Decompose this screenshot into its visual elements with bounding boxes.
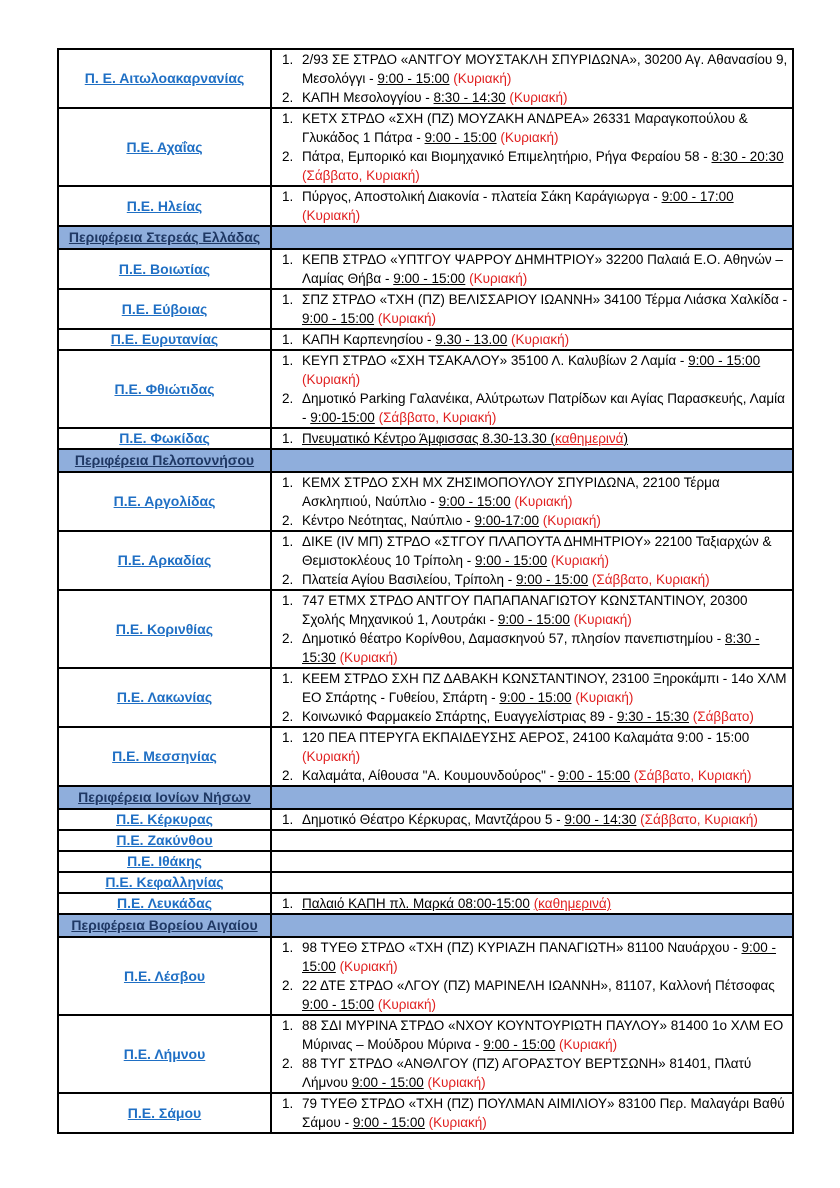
region-name-cell xyxy=(58,1015,271,1093)
location-item-text xyxy=(302,728,792,766)
text-segment-plain: 120 ΠΕΑ ΠΤΕΡΥΓΑ ΕΚΠΑΙΔΕΥΣΗΣ ΑΕΡΟΣ, 24100 Καλαμάτα 9:00 - 15:00 xyxy=(302,730,750,745)
section-header-spacer xyxy=(271,914,793,937)
location-item xyxy=(272,810,792,829)
text-segment-time: 9:00 - 15:00 xyxy=(438,494,511,509)
text-segment-day: (Κυριακή) xyxy=(302,372,361,387)
location-item-text xyxy=(302,1016,792,1054)
region-name-cell xyxy=(58,49,271,108)
locations-cell xyxy=(271,49,793,108)
location-item xyxy=(272,250,792,288)
text-segment-day: (Κυριακή) xyxy=(453,71,512,86)
region-row xyxy=(58,186,793,226)
text-segment-plain: ΚΕΠΒ ΣΤΡΔΟ «ΥΠΤΓΟΥ ΨΑΡΡΟΥ ΔΗΜΗΤΡΙΟΥ» 32200 Παλαιά Ε.Ο. Αθηνών – Λαμίας Θήβα - xyxy=(302,252,783,286)
region-name: Π.Ε. Λέσβου xyxy=(123,967,206,984)
location-item-text xyxy=(302,511,792,530)
location-item-number: 1. xyxy=(282,189,294,204)
section-header-label: Περιφέρεια Βορείου Αιγαίου xyxy=(58,914,271,937)
text-segment-plain: 79 ΤΥΕΘ ΣΤΡΔΟ «ΤΧΗ (ΠΖ) ΠΟΥΛΜΑΝ ΑΙΜΙΛΙΟΥ» 83100 Περ. Μαλαγάρι Βαθύ Σάμου - xyxy=(302,1096,785,1130)
text-segment-day: (Σάββατο, Κυριακή) xyxy=(633,768,752,783)
region-name-cell xyxy=(58,108,271,186)
locations-cell xyxy=(271,830,793,851)
region-row xyxy=(58,830,793,851)
location-item-text xyxy=(302,938,792,976)
location-item xyxy=(272,1016,792,1054)
location-item xyxy=(272,1054,792,1092)
location-item-text xyxy=(302,351,792,389)
location-item-number: 2. xyxy=(282,768,294,783)
text-segment-plain: Δημοτικό Parking Γαλανέικα, Αλύτρωτων Πατρίδων και Αγίας Παρασκευής, Λαμία - xyxy=(302,391,785,425)
text-segment-plain: ΚΑΠΗ Μεσολογγίου - xyxy=(302,90,434,105)
region-name: Π.Ε. Ευρυτανίας xyxy=(110,331,219,347)
locations-cell xyxy=(271,249,793,289)
text-segment-day: (Σάββατο, Κυριακή) xyxy=(378,410,497,425)
text-segment-plain: ΚΕΥΠ ΣΤΡΔΟ «ΣΧΗ ΤΣΑΚΑΛΟΥ» 35100 Λ. Καλυβίων 2 Λαμία - xyxy=(302,353,689,368)
text-segment-day: (Σάββατο) xyxy=(692,709,754,724)
location-item-text xyxy=(302,810,792,829)
location-item-number: 1. xyxy=(282,730,294,745)
section-header-row xyxy=(58,449,793,472)
location-item-text xyxy=(302,976,792,1014)
location-item-text xyxy=(302,766,792,785)
location-item-text xyxy=(302,894,792,913)
locations-cell xyxy=(271,1093,793,1133)
section-header-row xyxy=(58,914,793,937)
text-segment-time: 9:00 - 17:00 xyxy=(661,189,734,204)
region-name-cell xyxy=(58,472,271,531)
text-segment-plain: 22 ΔΤΕ ΣΤΡΔΟ «ΛΓΟΥ (ΠΖ) ΜΑΡΙΝΕΛΗ ΙΩΑΝΝΗ», 81107, Καλλονή Πέτσοφας xyxy=(302,978,775,993)
locations-cell xyxy=(271,531,793,590)
location-item-text xyxy=(302,1054,792,1092)
location-item-number: 2. xyxy=(282,149,294,164)
region-name: Π.Ε. Ηλείας xyxy=(126,197,203,214)
locations-cell xyxy=(271,289,793,329)
location-item-text xyxy=(302,250,792,288)
region-name-cell xyxy=(58,937,271,1015)
region-name: Π. Ε. Αιτωλοακαρνανίας xyxy=(84,70,245,86)
section-header-row xyxy=(58,786,793,809)
location-item-number: 1. xyxy=(282,812,294,827)
location-item xyxy=(272,50,792,88)
location-item xyxy=(272,976,792,1014)
region-name: Π.Ε. Κεφαλληνίας xyxy=(105,874,224,890)
location-item xyxy=(272,707,792,726)
region-name: Π.Ε. Ιθάκης xyxy=(127,853,202,869)
region-name-cell xyxy=(58,186,271,226)
location-item xyxy=(272,894,792,913)
text-segment-day: (Κυριακή) xyxy=(428,1115,487,1130)
location-item xyxy=(272,389,792,427)
text-segment-plain: Δημοτικό θέατρο Κορίνθου, Δαμασκηνού 57, πλησίον πανεπιστημίου - xyxy=(302,631,725,646)
region-name-cell xyxy=(58,830,271,851)
text-segment-time: 8:30 - 14:30 xyxy=(433,90,506,105)
locations-cell xyxy=(271,851,793,872)
location-item xyxy=(272,147,792,185)
text-segment-day: (Κυριακή) xyxy=(559,1037,618,1052)
section-header-row xyxy=(58,226,793,249)
locations-cell xyxy=(271,186,793,226)
location-item-text xyxy=(302,330,792,349)
text-segment-time: 9:00 - 15:00 xyxy=(424,130,497,145)
location-item-text xyxy=(302,429,792,448)
text-segment-time: 8:30 - 15:30 xyxy=(302,631,760,665)
region-row xyxy=(58,668,793,727)
locations-cell xyxy=(271,428,793,449)
location-item-number: 1. xyxy=(282,111,294,126)
text-segment-plain: Πύργος, Αποστολική Διακονία - πλατεία Σάκη Καράγιωργα - xyxy=(302,189,662,204)
region-name: Π.Ε. Φωκίδας xyxy=(119,430,210,446)
text-segment-day: (Σάββατο, Κυριακή) xyxy=(302,168,420,183)
text-segment-time: 9:00 - 15:00 xyxy=(302,940,777,974)
text-segment-plain: ΚΕΜΧ ΣΤΡΔΟ ΣΧΗ ΜΧ ΖΗΣΙΜΟΠΟΥΛΟΥ ΣΠΥΡΙΔΩΝΑ, 22100 Τέρμα Ασκληπιού, Ναύπλιο - xyxy=(302,475,720,509)
region-row xyxy=(58,531,793,590)
regions-schedule-table xyxy=(57,48,794,1134)
locations-cell xyxy=(271,590,793,668)
location-item-text xyxy=(302,187,792,225)
text-segment-day: (Κυριακή) xyxy=(302,749,361,764)
text-segment-time: 9:30 - 15:30 xyxy=(616,709,689,724)
region-row xyxy=(58,108,793,186)
region-name: Π.Ε. Μεσσηνίας xyxy=(112,748,217,764)
location-item-number: 2. xyxy=(282,978,294,993)
text-segment-time: 9:00-17:00 xyxy=(474,513,539,528)
location-item xyxy=(272,1094,792,1132)
location-item xyxy=(272,109,792,147)
region-row xyxy=(58,249,793,289)
text-segment-day: (Κυριακή) xyxy=(339,959,398,974)
region-row xyxy=(58,893,793,914)
region-row xyxy=(58,329,793,350)
text-segment-day: (Κυριακή) xyxy=(302,208,361,223)
text-segment-time: 8:30 - 20:30 xyxy=(711,149,784,164)
location-item xyxy=(272,429,792,448)
text-segment-plain: ΣΠΖ ΣΤΡΔΟ «ΤΧΗ (ΠΖ) ΒΕΛΙΣΣΑΡΙΟΥ ΙΩΑΝΝΗ» 34100 Τέρμα Λιάσκα Χαλκίδα - xyxy=(302,292,788,307)
section-header-spacer xyxy=(271,786,793,809)
locations-cell xyxy=(271,108,793,186)
location-item-text xyxy=(302,50,792,88)
region-row xyxy=(58,1015,793,1093)
text-segment-plain: ΚΕΕΜ ΣΤΡΔΟ ΣΧΗ ΠΖ ΔΑΒΑΚΗ ΚΩΝΣΤΑΝΤΙΝΟΥ, 23100 Ξηροκάμπι - 14ο ΧΛΜ ΕΟ Σπάρτης - Γυθείου, Σπάρτη - xyxy=(302,671,787,705)
location-item xyxy=(272,473,792,511)
location-item-number: 1. xyxy=(282,534,294,549)
location-item-text xyxy=(302,473,792,511)
region-name-cell xyxy=(58,1093,271,1133)
region-name-cell xyxy=(58,329,271,350)
region-name-cell xyxy=(58,428,271,449)
location-item-number: 1. xyxy=(282,431,294,446)
locations-cell xyxy=(271,472,793,531)
regions-schedule-table-wrap xyxy=(57,48,794,1134)
text-segment-plain: 88 ΤΥΓ ΣΤΡΔΟ «ΑΝΘΛΓΟΥ (ΠΖ) ΑΓΟΡΑΣΤΟΥ ΒΕΡΤΣΩΝΗ» 81401, Πλατύ Λήμνου xyxy=(302,1056,752,1090)
text-segment-time: 9:00 - 15:00 xyxy=(302,997,375,1012)
text-segment-day: (Κυριακή) xyxy=(500,130,559,145)
regions-table-body xyxy=(58,49,793,1133)
text-segment-day: (Κυριακή) xyxy=(377,997,436,1012)
region-name-cell xyxy=(58,289,271,329)
location-item xyxy=(272,351,792,389)
text-segment-time: 9:00-15:00 xyxy=(310,410,375,425)
region-name-cell xyxy=(58,851,271,872)
location-item-number: 2. xyxy=(282,572,294,587)
region-name: Π.Ε. Κορινθίας xyxy=(115,620,214,637)
location-item-text xyxy=(302,389,792,427)
location-item-number: 1. xyxy=(282,671,294,686)
location-item-number: 1. xyxy=(282,1018,294,1033)
text-segment-plain: 98 ΤΥΕΘ ΣΤΡΔΟ «ΤΧΗ (ΠΖ) ΚΥΡΙΑΖΗ ΠΑΝΑΓΙΩΤΗ» 81100 Ναυάρχου - xyxy=(302,940,742,955)
region-name-cell xyxy=(58,590,271,668)
region-name-cell xyxy=(58,893,271,914)
text-segment-day: (Κυριακή) xyxy=(509,90,568,105)
location-item-number: 1. xyxy=(282,475,294,490)
text-segment-plain: Κοινωνικό Φαρμακείο Σπάρτης, Ευαγγελίστριας 89 - xyxy=(302,709,617,724)
region-name-cell xyxy=(58,809,271,830)
region-name: Π.Ε. Λήμνου xyxy=(123,1045,206,1062)
location-item xyxy=(272,290,792,328)
location-item xyxy=(272,728,792,766)
locations-cell xyxy=(271,668,793,727)
region-row xyxy=(58,1093,793,1133)
location-item-number: 1. xyxy=(282,593,294,608)
location-item-number: 2. xyxy=(282,90,294,105)
location-item xyxy=(272,591,792,629)
text-segment-dayu: καθημερινά xyxy=(555,431,624,446)
text-segment-day: (Κυριακή) xyxy=(339,650,398,665)
region-name-cell xyxy=(58,668,271,727)
location-item-text xyxy=(302,109,792,147)
location-item-number: 1. xyxy=(282,252,294,267)
location-item-text xyxy=(302,1094,792,1132)
locations-cell xyxy=(271,350,793,428)
text-segment-plain: Πλατεία Αγίου Βασιλείου, Τρίπολη - xyxy=(302,572,517,587)
section-header-spacer xyxy=(271,449,793,472)
location-item-number: 1. xyxy=(282,1096,294,1111)
location-item xyxy=(272,330,792,349)
text-segment-plain: ΚΕΤΧ ΣΤΡΔΟ «ΣΧΗ (ΠΖ) ΜΟΥΖΑΚΗ ΑΝΔΡΕΑ» 26331 Μαραγκοπούλου & Γλυκάδος 1 Πάτρα - xyxy=(302,111,748,145)
region-row xyxy=(58,872,793,893)
text-segment-plain: Κέντρο Νεότητας, Ναύπλιο - xyxy=(302,513,475,528)
location-item-text xyxy=(302,88,792,107)
location-item-number: 1. xyxy=(282,353,294,368)
region-name: Π.Ε. Βοιωτίας xyxy=(118,260,211,277)
text-segment-time: 9:00 - 15:00 xyxy=(497,612,570,627)
region-row xyxy=(58,428,793,449)
text-segment-day: (Κυριακή) xyxy=(550,553,609,568)
region-row xyxy=(58,937,793,1015)
location-item xyxy=(272,669,792,707)
location-item-number: 2. xyxy=(282,1056,294,1071)
text-segment-day: (Κυριακή) xyxy=(542,513,601,528)
text-segment-plain: Πάτρα, Εμπορικό και Βιομηχανικό Επιμελητήριο, Ρήγα Φεραίου 58 - xyxy=(302,149,712,164)
region-name: Π.Ε. Αργολίδας xyxy=(113,493,216,509)
region-name: Π.Ε. Αρκαδίας xyxy=(117,552,212,568)
location-item xyxy=(272,532,792,570)
region-name: Π.Ε. Ζακύνθου xyxy=(116,832,213,848)
location-item-text xyxy=(302,570,792,589)
text-segment-plain: Δημοτικό Θέατρο Κέρκυρας, Μαντζάρου 5 - xyxy=(302,812,565,827)
region-row xyxy=(58,590,793,668)
region-name: Π.Ε. Κέρκυρας xyxy=(116,811,213,827)
text-segment-time: 9:00 - 15:00 xyxy=(302,311,375,326)
text-segment-day: (Σάββατο, Κυριακή) xyxy=(640,812,758,827)
location-item-number: 2. xyxy=(282,391,294,406)
text-segment-time: 9:00 - 15:00 xyxy=(516,572,589,587)
locations-cell xyxy=(271,329,793,350)
region-row xyxy=(58,727,793,786)
text-segment-plain: ΔΙΚΕ (IV ΜΠ) ΣΤΡΔΟ «ΣΤΓΟΥ ΠΛΑΠΟΥΤΑ ΔΗΜΗΤΡΙΟΥ» 22100 Ταξιαρχών & Θεμιστοκλέους 10 Τρίπολη - xyxy=(302,534,772,568)
location-item-number: 1. xyxy=(282,292,294,307)
text-segment-plainu: Παλαιό ΚΑΠΗ πλ. Μαρκά 08:00-15:00 xyxy=(302,896,530,911)
text-segment-time: 9:00 - 15:00 xyxy=(483,1037,556,1052)
location-item xyxy=(272,629,792,667)
region-row xyxy=(58,472,793,531)
location-item xyxy=(272,938,792,976)
region-name: Π.Ε. Εύβοιας xyxy=(121,300,208,317)
location-item-number: 2. xyxy=(282,631,294,646)
location-item xyxy=(272,187,792,225)
location-item xyxy=(272,570,792,589)
region-name-cell xyxy=(58,872,271,893)
text-segment-time: 9:00 - 15:00 xyxy=(393,271,466,286)
text-segment-plain: ΚΑΠΗ Καρπενησίου - xyxy=(302,332,436,347)
location-item-number: 2. xyxy=(282,709,294,724)
text-segment-time: 9:00 - 15:00 xyxy=(557,768,630,783)
text-segment-time: 9:00 - 14:30 xyxy=(564,812,637,827)
region-row xyxy=(58,809,793,830)
text-segment-time: 9:00 - 15:00 xyxy=(499,690,572,705)
locations-cell xyxy=(271,809,793,830)
locations-cell xyxy=(271,937,793,1015)
location-item-text xyxy=(302,669,792,707)
region-row xyxy=(58,851,793,872)
region-name-cell xyxy=(58,531,271,590)
region-name: Π.Ε. Φθιώτιδας xyxy=(114,380,215,397)
locations-cell xyxy=(271,893,793,914)
section-header-label: Περιφέρεια Πελοποννήσου xyxy=(58,449,271,472)
section-header-label: Περιφέρεια Ιονίων Νήσων xyxy=(58,786,271,809)
location-item-number: 1. xyxy=(282,52,294,67)
text-segment-day: (Κυριακή) xyxy=(511,332,570,347)
location-item-text xyxy=(302,532,792,570)
text-segment-day: (Κυριακή) xyxy=(575,690,634,705)
location-item xyxy=(272,766,792,785)
text-segment-dayu: (καθημερινά) xyxy=(533,896,612,911)
location-item xyxy=(272,511,792,530)
text-segment-day: (Κυριακή) xyxy=(377,311,436,326)
region-name: Π.Ε. Λευκάδας xyxy=(116,895,213,911)
location-item-text xyxy=(302,707,792,726)
location-item-number: 2. xyxy=(282,513,294,528)
text-segment-day: (Κυριακή) xyxy=(514,494,573,509)
region-name-cell xyxy=(58,350,271,428)
location-item-number: 1. xyxy=(282,940,294,955)
location-item-text xyxy=(302,147,792,185)
location-item-text xyxy=(302,290,792,328)
section-header-label: Περιφέρεια Στερεάς Ελλάδας xyxy=(58,226,271,249)
text-segment-plainu: Πνευματικό Κέντρο Άμφισσας 8.30-13.30 ( xyxy=(302,431,556,446)
text-segment-plain: 2/93 ΣΕ ΣΤΡΔΟ «ΑΝΤΓΟΥ ΜΟΥΣΤΑΚΛΗ ΣΠΥΡΙΔΩΝΑ», 30200 Αγ. Αθανασίου 9, Μεσολόγγι - xyxy=(302,52,788,86)
region-row xyxy=(58,350,793,428)
text-segment-day: (Σάββατο, Κυριακή) xyxy=(591,572,710,587)
locations-cell xyxy=(271,872,793,893)
text-segment-day: (Κυριακή) xyxy=(427,1075,486,1090)
location-item xyxy=(272,88,792,107)
region-name: Π.Ε. Σάμου xyxy=(127,1104,202,1121)
region-name: Π.Ε. Λακωνίας xyxy=(116,689,213,705)
region-row xyxy=(58,289,793,329)
region-row xyxy=(58,49,793,108)
text-segment-time: 9:00 - 15:00 xyxy=(351,1075,424,1090)
section-header-spacer xyxy=(271,226,793,249)
text-segment-time: 9:00 - 15:00 xyxy=(688,353,761,368)
text-segment-time: 9:00 - 15:00 xyxy=(352,1115,425,1130)
region-name: Π.Ε. Αχαΐας xyxy=(126,138,203,155)
location-item-text xyxy=(302,591,792,629)
region-name-cell xyxy=(58,249,271,289)
region-name-cell xyxy=(58,727,271,786)
text-segment-plainu: ) xyxy=(623,431,628,446)
text-segment-plain: 88 ΣΔΙ ΜΥΡΙΝΑ ΣΤΡΔΟ «ΝΧΟΥ ΚΟΥΝΤΟΥΡΙΩΤΗ ΠΑΥΛΟΥ» 81400 1ο ΧΛΜ ΕΟ Μύρινας – Μούδρου Μύρινα - xyxy=(302,1018,784,1052)
locations-cell xyxy=(271,1015,793,1093)
locations-cell xyxy=(271,727,793,786)
text-segment-plain: Καλαμάτα, Αίθουσα "Α. Κουμουνδούρος" - xyxy=(302,768,558,783)
text-segment-plain: 747 ΕΤΜΧ ΣΤΡΔΟ ΑΝΤΓΟΥ ΠΑΠΑΠΑΝΑΓΙΩΤΟΥ ΚΩΝΣΤΑΝΤΙΝΟΥ, 20300 Σχολής Μηχανικού 1, Λουτράκι - xyxy=(302,593,748,627)
text-segment-time: 9.30 - 13.00 xyxy=(435,332,508,347)
text-segment-time: 9:00 - 15:00 xyxy=(475,553,548,568)
location-item-number: 1. xyxy=(282,332,294,347)
text-segment-time: 9:00 - 15:00 xyxy=(377,71,450,86)
location-item-number: 1. xyxy=(282,896,294,911)
text-segment-day: (Κυριακή) xyxy=(573,612,632,627)
location-item-text xyxy=(302,629,792,667)
text-segment-day: (Κυριακή) xyxy=(469,271,528,286)
